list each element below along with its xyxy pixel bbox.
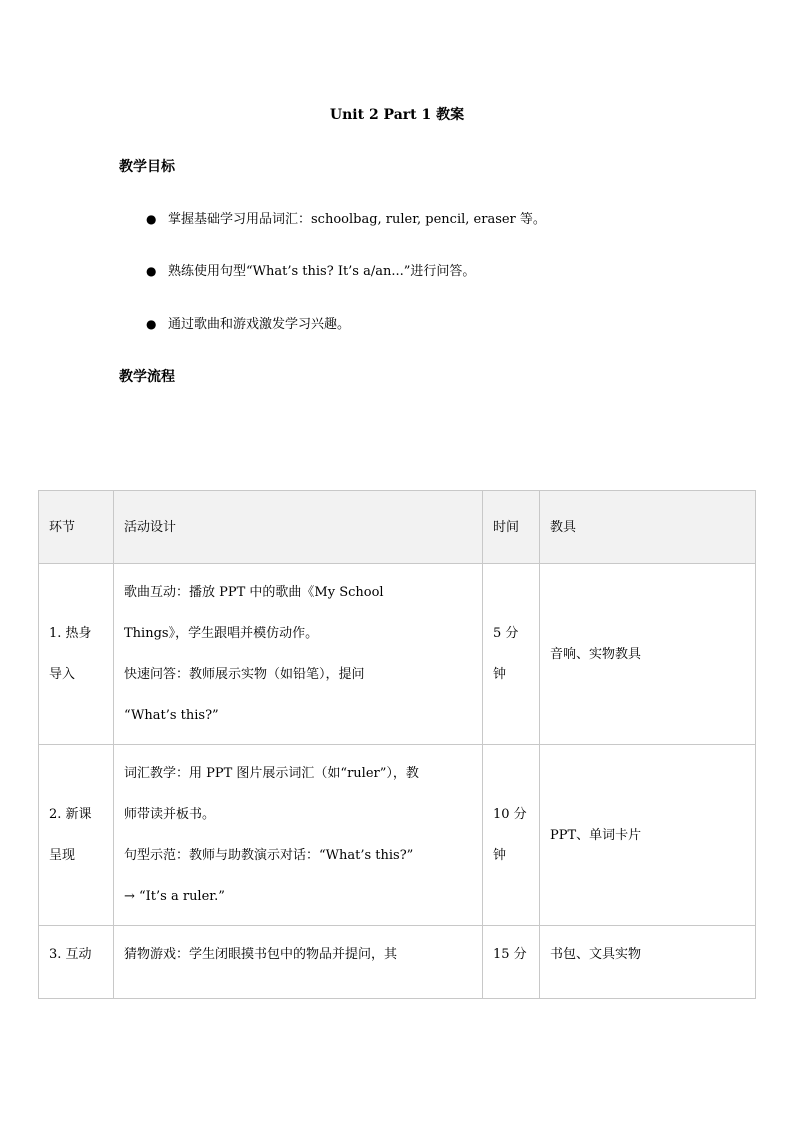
tools-cell: PPT、单词卡片 <box>540 745 756 926</box>
activity-cell <box>114 745 483 926</box>
goal-text: 通过歌曲和游戏激发学习兴趣。 <box>168 317 351 332</box>
bullet-icon: ● <box>146 317 157 331</box>
activity-line: 快速问答：教师展示实物（如铅笔），提问 <box>124 667 365 682</box>
activity-line: 歌曲互动：播放 PPT 中的歌曲《My School <box>124 585 384 600</box>
activity-line: 猜物游戏：学生闭眼摸书包中的物品并提问，其 <box>124 947 398 962</box>
tools-cell: 音响、实物教具 <box>540 564 756 745</box>
goal-item <box>146 208 546 231</box>
bullet-icon: ● <box>146 212 157 226</box>
time-cell <box>483 564 540 745</box>
header-time: 时间 <box>483 491 540 564</box>
activity-line: → “It’s a ruler.” <box>124 889 225 904</box>
stage-line: 1. 热身 <box>49 626 92 641</box>
stage-cell <box>39 745 114 926</box>
time-cell <box>483 745 540 926</box>
flow-heading: 教学流程 <box>119 369 175 385</box>
goal-item <box>146 313 350 336</box>
header-activity: 活动设计 <box>114 491 483 564</box>
stage-line: 导入 <box>49 667 76 682</box>
time-line: 15 分 <box>493 947 527 962</box>
stage-cell <box>39 564 114 745</box>
activity-line: 句型示范：教师与助教演示对话：“What’s this?” <box>124 848 414 863</box>
stage-cell <box>39 926 114 999</box>
stage-line: 2. 新课 <box>49 807 92 822</box>
table-row <box>39 564 756 745</box>
time-line: 5 分 <box>493 626 519 641</box>
activity-line: “What’s this?” <box>124 708 219 723</box>
stage-line: 呈现 <box>49 848 76 863</box>
time-line: 钟 <box>493 667 507 682</box>
goal-item <box>146 260 475 283</box>
activity-cell <box>114 564 483 745</box>
goal-text: 熟练使用句型“What’s this? It’s a/an...”进行问答。 <box>168 264 476 279</box>
activity-line: 词汇教学：用 PPT 图片展示词汇（如“ruler”），教 <box>124 766 419 781</box>
document-title: Unit 2 Part 1 教案 <box>329 107 465 123</box>
table-row <box>39 745 756 926</box>
activity-cell <box>114 926 483 999</box>
stage-line: 3. 互动 <box>49 947 92 962</box>
header-tools: 教具 <box>540 491 756 564</box>
activity-line: 师带读并板书。 <box>124 807 216 822</box>
table-row <box>39 926 756 999</box>
time-line: 钟 <box>493 848 507 863</box>
table-header-row <box>39 491 756 564</box>
bullet-icon: ● <box>146 264 157 278</box>
lesson-flow-table <box>38 490 756 999</box>
goal-text: 掌握基础学习用品词汇：schoolbag, ruler, pencil, eraser 等。 <box>168 212 546 227</box>
activity-line: Things》，学生跟唱并模仿动作。 <box>124 626 319 641</box>
header-stage: 环节 <box>39 491 114 564</box>
goals-heading: 教学目标 <box>119 159 175 175</box>
tools-cell: 书包、文具实物 <box>540 926 756 999</box>
time-line: 10 分 <box>493 807 527 822</box>
time-cell <box>483 926 540 999</box>
